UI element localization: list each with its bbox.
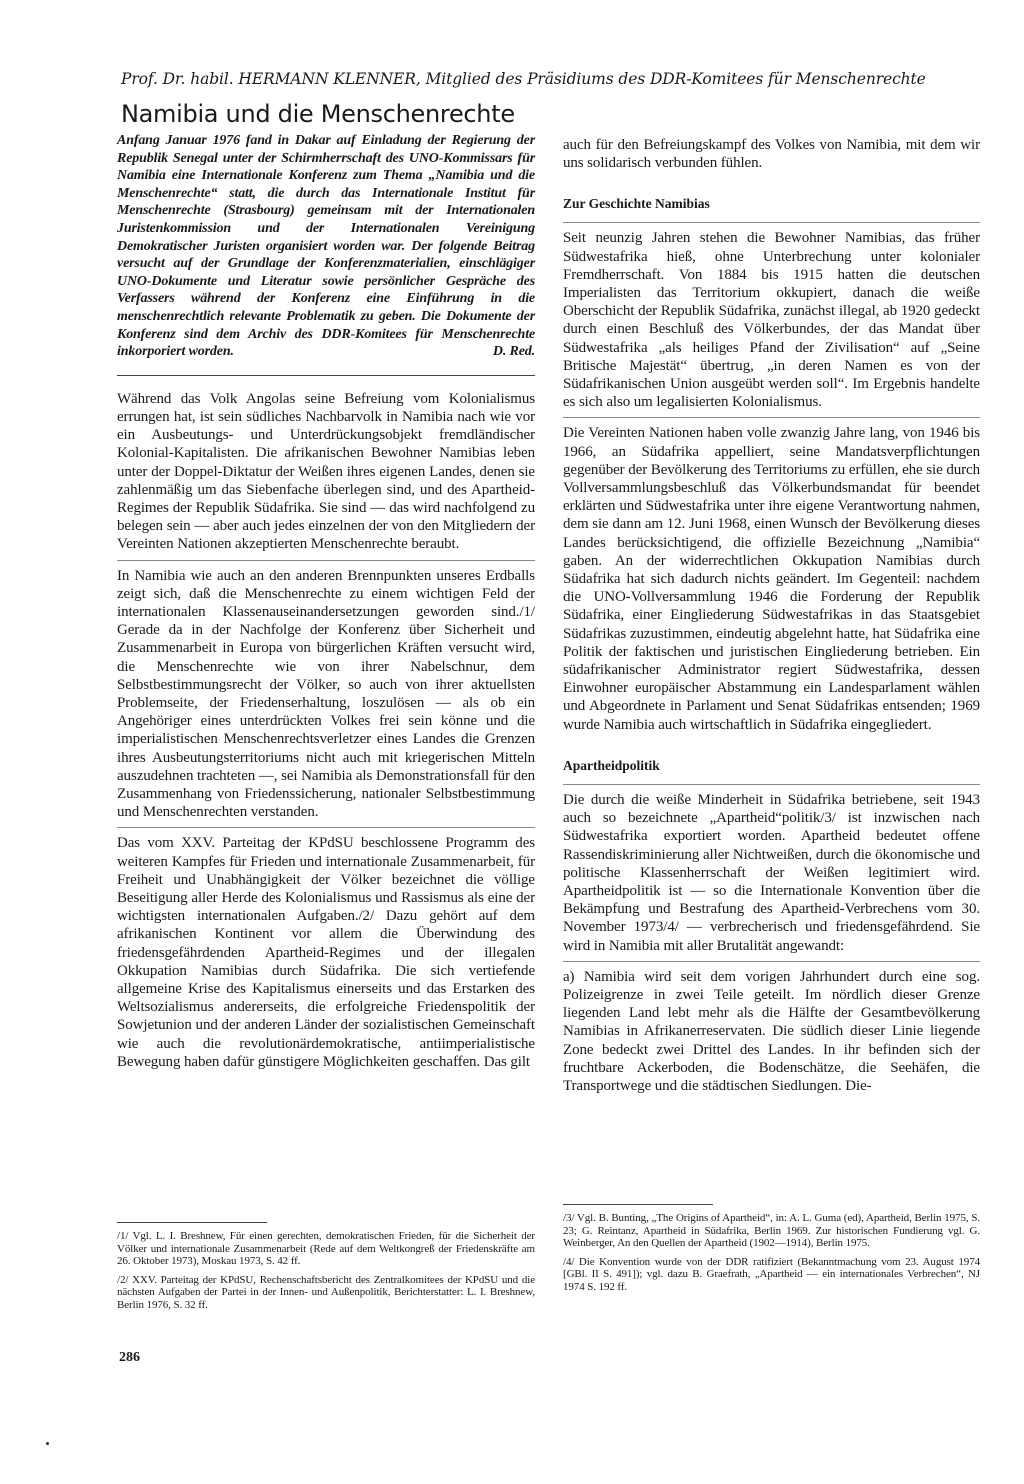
footnotes-right [563, 1212, 980, 1300]
body-paragraph: auch für den Befreiungskampf des Volkes von Namibia, mit dem wir uns solidarisch verbunden fühlen. [563, 137, 980, 172]
body-paragraph: In Namibia wie auch an den anderen Brennpunkten unseres Erdballs zeigt sich, daß die Menschenrechte zu einem wichtigen Feld der internationalen Klassenauseinandersetzungen geworden sind./1/ Gerade da in der Nachfolge der Konferenz über Sicherheit und Zusammenarbeit in Europa von bürgerlichen Kräften versucht wird, die Menschenrechte wie von ihrer Nabelschnur, dem Selbstbestimmungsrecht der Völker, so auch von ihrer aktuellsten Problemseite, der Friedenserhaltung, loszulösen — als ob ein Angehöriger eines unterdrückten Volkes frei sein könne und die imperialistischen Menschenrechtsverletzer eines Landes die Grenzen ihres Ausbeutungsterritoriums nicht auch mit kriegerischen Mitteln auszudehnen trachteten —, sei Namibia als Demonstrationsfall für den Zusammenhang von Friedenssicherung, nationaler Selbstbestimmung und Menschenrechten verstanden. [117, 561, 535, 829]
footnotes-left [117, 1230, 535, 1318]
section-heading: Zur Geschichte Namibias [563, 178, 980, 223]
left-column [117, 132, 535, 1077]
section-heading: Apartheidpolitik [563, 740, 980, 785]
footnote: /4/ Die Konvention wurde von der DDR ratifiziert (Bekanntmachung vom 23. August 1974 [GBl. II S. 491]); vgl. dazu B. Graefrath, „Apartheid — ein internationales Verbrechen“, NJ 1974 S. 192 ff. [563, 1255, 980, 1293]
right-column [563, 136, 980, 1101]
scan-mark [46, 1442, 49, 1445]
intro-signature: D. Red. [492, 344, 535, 360]
footnote: /2/ XXV. Parteitag der KPdSU, Rechenschaftsbericht des Zentralkomitees der KPdSU und die nächsten Aufgaben der Partei in der Innen- und Außenpolitik, Berichterstatter: L. I. Breshnew, Berlin 1976, S. 32 ff. [117, 1273, 535, 1311]
editorial-intro [117, 132, 535, 376]
article-title: Namibia und die Menschenrechte [121, 100, 515, 128]
footnote-rule [563, 1204, 713, 1205]
body-paragraph: Die Vereinten Nationen haben volle zwanzig Jahre lang, von 1946 bis 1966, an Südafrika appelliert, seine Mandatsverpflichtungen gegenüber der Bevölkerung des Territoriums zu erfüllen, ehe sie durch Vollversammlungsbeschluß das Völkerbundsmandat für beendet erklärten und Südwestafrika unter ihre eigene Verantwortung nahmen, dem sie dann am 12. Juni 1968, einen Wunsch der Bevölkerung dieses Landes berücksichtigend, die offizielle Bezeichnung „Namibia“ gaben. An der widerrechtlichen Okkupation Namibias durch Südafrika hat sich dadurch nichts geändert. Im Gegenteil: nachdem die UNO-Vollversammlung 1946 die Forderung der Republik Südafrika, einer Eingliederung Südwestafrikas in das Staatsgebiet Südafrikas zuzustimmen, eindeutig abgelehnt hatte, hat Südafrika eine Politik der faktischen und juristischen Eingliederung betrieben. Ein südafrikanischer Administrator regiert Südwestafrika, dessen Einwohner europäischer Abstammung ein Landesparlament wählen und Abgeordnete in Parlament und Senat Südafrikas entsenden; 1969 wurde Namibia auch wirtschaftlich in Südafrika eingegliedert. [563, 425, 980, 733]
intro-text: Anfang Januar 1976 fand in Dakar auf Einladung der Regierung der Republik Senegal unter der Schirmherrschaft des UNO-Kommissars für Namibia eine Internationale Konferenz zum Thema „Namibia und die Menschenrechte“ statt, die durch das Internationale Institut für Menschenrechte (Strasbourg) gemeinsam mit der Internationalen Juristenkommission und der Internationalen Vereinigung Demokratischer Juristen organisiert worden war. Der folgende Beitrag versucht auf der Grundlage der Konferenzmaterialien, einschlägiger UNO-Dokumente und Literatur sowie persönlicher Gespräche des Verfassers während der Konferenz eine Einführung in die menschenrechtlich relevante Problematik zu geben. Die Dokumente der Konferenz sind dem Archiv des DDR-Komitees für Menschenrechte inkorporiert worden. [117, 133, 535, 360]
body-paragraph: Das vom XXV. Parteitag der KPdSU beschlossene Programm des weiteren Kampfes für Frieden und internationale Zusammenarbeit, für Freiheit und Unabhängigkeit der Völker bezeichnet die völlige Beseitigung aller Herde des Kolonialismus und Rassismus als eine der wichtigsten internationalen Aufgaben./2/ Dazu gehört auf dem afrikanischen Kontinent vor allem die Überwindung des friedensgefährdenden Apartheid-Regimes und der illegalen Okkupation Namibias durch Südafrika. Die sich vertiefende allgemeine Krise des Kapitalismus einerseits und das Erstarken des Weltsozialismus andererseits, die erfolgreiche Friedenspolitik der Sowjetunion und der anderen Länder der sozialistischen Gemeinschaft wie auch die revolutionärdemokratische, antiimperialistische Bewegung haben dafür günstigere Möglichkeiten geschaffen. Das gilt [117, 835, 535, 1070]
author-line: Prof. Dr. habil. HERMANN KLENNER, Mitglied des Präsidiums des DDR-Komitees für Menschenrechte [121, 70, 926, 88]
page-number: 286 [119, 1350, 140, 1365]
body-paragraph: a) Namibia wird seit dem vorigen Jahrhundert durch eine sog. Polizeigrenze in zwei Teile geteilt. Im nördlich dieser Grenze liegenden Land lebt mehr als die Hälfte der Gesamtbevölkerung Namibias in Afrikanerreservaten. Die südlich dieser Linie liegende Zone bedeckt zwei Drittel des Landes. In ihr befinden sich der fruchtbare Ackerboden, die Bodenschätze, die Seehäfen, die Transportwege und die städtischen Siedlungen. Die- [563, 968, 980, 1094]
body-paragraph: Die durch die weiße Minderheit in Südafrika betriebene, seit 1943 auch so bezeichnete „Apartheid“politik/3/ ist inzwischen nach Südwestafrika exportiert worden. Apartheid bedeutet offene Rassendiskriminierung aller Nichtweißen, durch die ökonomische und politische Klassenherrschaft der Weißen legitimiert wird. Apartheidpolitik ist — so die Internationale Konvention über die Bekämpfung und Bestrafung des Apartheid-Verbrechens vom 30. November 1973/4/ — verbrecherisch und friedensgefährdend. Sie wird in Namibia mit aller Brutalität angewandt: [563, 785, 980, 962]
body-paragraph: Seit neunzig Jahren stehen die Bewohner Namibias, das früher Südwestafrika hieß, ohne Unterbrechung unter kolonialer Fremdherrschaft. Von 1884 bis 1915 hatten die deutschen Imperialisten das Territorium okkupiert, danach die weiße Oberschicht der Republik Südafrika, zunächst illegal, ab 1920 gedeckt durch einen Beschluß des Völkerbundes, der das Mandat über Südwestafrika „als heiliges Pfand der Zivilisation“ auf „Seine Britische Majestät“ übertrug, „in deren Namen es von der Südafrikanischen Union ausgeübt werden soll“. Im Ergebnis handelte es sich also um legalisierten Kolonialismus. [563, 223, 980, 418]
body-paragraph: Während das Volk Angolas seine Befreiung vom Kolonialismus errungen hat, ist sein südliches Nachbarvolk in Namibia nach wie vor ein Ausbeutungs- und Unterdrückungsobjekt fremdländischer Kolonial-Kapitalisten. Die afrikanischen Bewohner Namibias leben unter der Doppel-Diktatur der Weißen ihres eigenen Landes, denen sie zahlenmäßig um das Siebenfache überlegen sind, und des Apartheid-Regimes der Republik Südafrika. Sie sind — das wird nachfolgend zu belegen sein — aber auch jedes einzelnen der von den Mitgliedern der Vereinten Nationen akzeptierten Menschenrechte beraubt. [117, 376, 535, 561]
footnote: /3/ Vgl. B. Bunting, „The Origins of Apartheid“, in: A. L. Guma (ed), Apartheid, Berlin 1975, S. 23; G. Reintanz, Apartheid in Südafrika, Berlin 1969. Zur historischen Fundierung vgl. G. Weinberger, An den Quellen der Apartheid (1902—1914), Berlin 1975. [563, 1212, 980, 1250]
footnote: /1/ Vgl. L. I. Breshnew, Für einen gerechten, demokratischen Frieden, für die Sicherheit der Völker und internationale Zusammenarbeit (Rede auf dem Weltkongreß der Friedenskräfte am 26. Oktober 1973), Moskau 1973, S. 42 ff. [117, 1230, 535, 1268]
footnote-rule [117, 1222, 267, 1223]
